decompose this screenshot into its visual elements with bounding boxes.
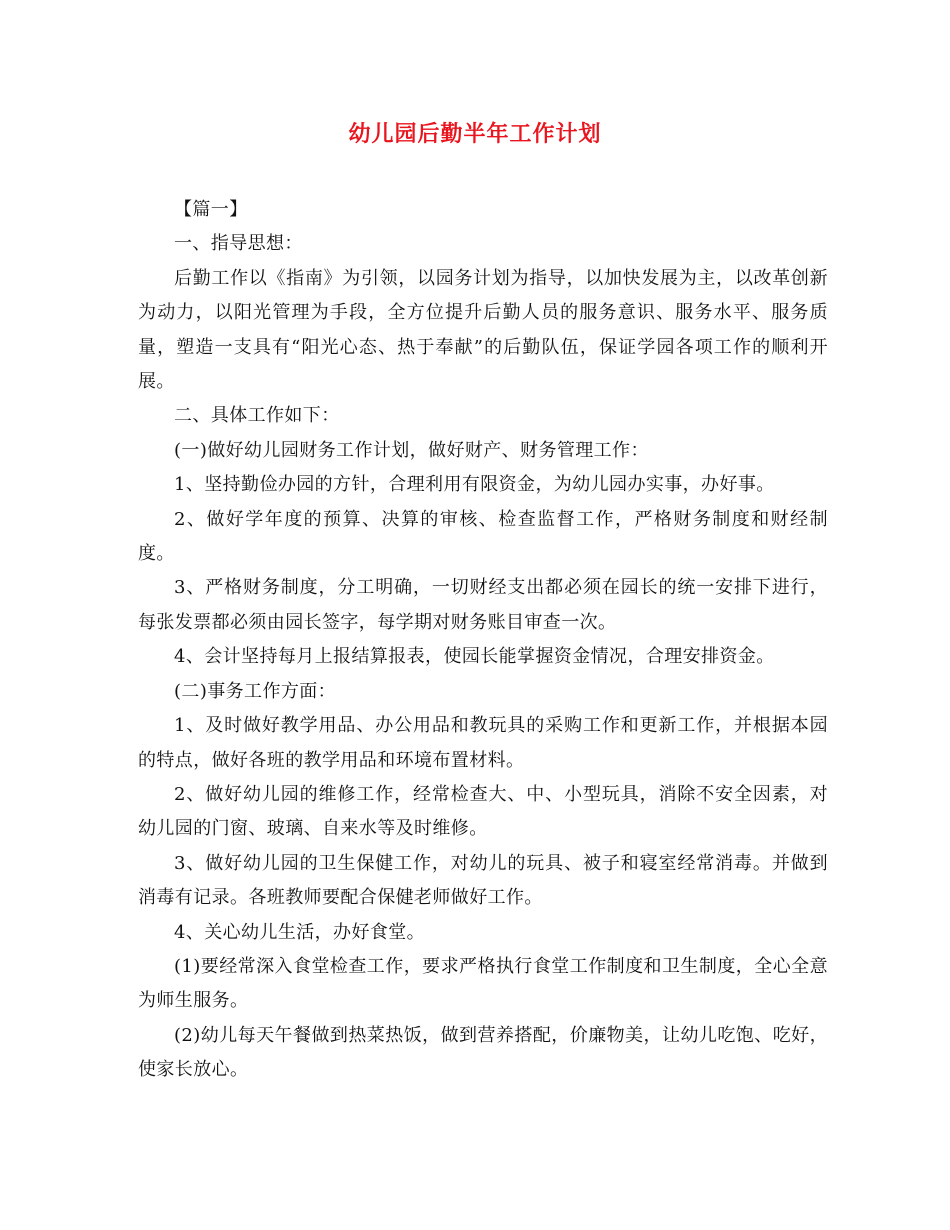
paragraph: 3、做好幼儿园的卫生保健工作，对幼儿的玩具、被子和寝室经常消毒。并做到消毒有记录。各班教师要配合保健老师做好工作。 <box>138 852 828 909</box>
document-body <box>138 193 828 1088</box>
paragraph: 1、坚持勤俭办园的方针，合理利用有限资金，为幼儿园办实事，办好事。 <box>174 474 775 496</box>
paragraph: (1)要经常深入食堂检查工作，要求严格执行食堂工作制度和卫生制度，全心全意为师生服务。 <box>138 955 828 1012</box>
paragraph: 二、具体工作如下： <box>174 405 340 427</box>
paragraph: 一、指导思想： <box>174 233 303 255</box>
paragraph: (一)做好幼儿园财务工作计划，做好财产、财务管理工作： <box>174 439 649 461</box>
paragraph: 2、做好幼儿园的维修工作，经常检查大、中、小型玩具，消除不安全因素，对幼儿园的门窗、玻璃、自来水等及时维修。 <box>138 783 828 840</box>
paragraph: 4、会计坚持每月上报结算报表，使园长能掌握资金情况，合理安排资金。 <box>174 646 775 668</box>
paragraph: (二)事务工作方面： <box>174 680 337 702</box>
paragraph: 4、关心幼儿生活，办好食堂。 <box>174 921 426 943</box>
paragraph: (2)幼儿每天午餐做到热菜热饭，做到营养搭配，价廉物美，让幼儿吃饱、吃好，使家长放心。 <box>138 1024 828 1081</box>
paragraph: 1、及时做好教学用品、办公用品和教玩具的采购工作和更新工作，并根据本园的特点，做好各班的教学用品和环境布置材料。 <box>138 715 828 771</box>
section-heading: 【篇一】 <box>174 199 248 220</box>
document-title: 幼儿园后勤半年工作计划 <box>348 122 602 147</box>
paragraph: 3、严格财务制度，分工明确，一切财经支出都必须在园长的统一安排下进行，每张发票都必须由园长签字，每学期对财务账目审查一次。 <box>138 577 828 633</box>
paragraph: 后勤工作以《指南》为引领，以园务计划为指导，以加快发展为主，以改革创新为动力，以阳光管理为手段，全方位提升后勤人员的服务意识、服务水平、服务质量，塑造一支具有“阳光心态、热于奉献”的后勤队伍，保证学园各项工作的顺利开展。 <box>138 267 828 393</box>
paragraph: 2、做好学年度的预算、决算的审核、检查监督工作，严格财务制度和财经制度。 <box>138 508 828 565</box>
